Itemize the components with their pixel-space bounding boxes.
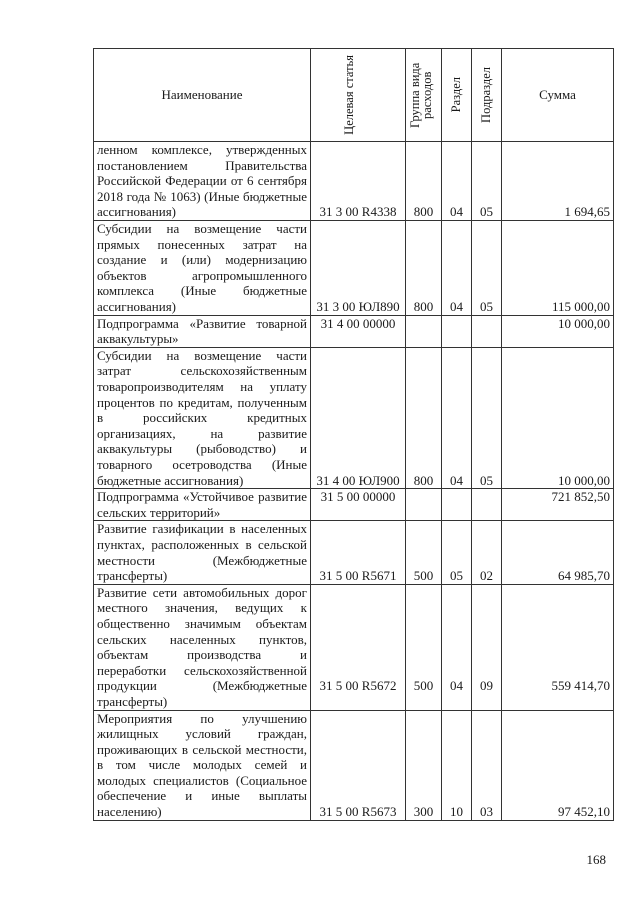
header-group: Группа вида расходов xyxy=(406,49,442,142)
header-name: Наименование xyxy=(94,49,311,142)
table-row xyxy=(94,315,614,347)
table-row xyxy=(94,521,614,584)
row-group: 800 xyxy=(406,221,442,316)
row-code: 31 5 00 R5671 xyxy=(311,521,406,584)
row-subsection xyxy=(472,489,502,521)
row-subsection: 03 xyxy=(472,710,502,820)
row-subsection: 05 xyxy=(472,142,502,221)
row-code: 31 3 00 ЮЛ890 xyxy=(311,221,406,316)
row-subsection xyxy=(472,315,502,347)
row-sum: 721 852,50 xyxy=(502,489,614,521)
table-row xyxy=(94,142,614,221)
page-number: 168 xyxy=(586,852,606,867)
row-name: Мероприятия по улучшению жилищных условий граждан, проживающих в сельской местности, в том числе молодых семей и молодых специалистов (Социальное обеспечение и иные выплаты населению) xyxy=(94,710,311,820)
row-group: 500 xyxy=(406,521,442,584)
row-sum: 559 414,70 xyxy=(502,584,614,710)
row-subsection: 02 xyxy=(472,521,502,584)
row-group: 300 xyxy=(406,710,442,820)
row-group: 800 xyxy=(406,142,442,221)
row-name: Развитие сети автомобильных дорог местного значения, ведущих к общественно значимым объектам сельских населенных пунктов, объектам производства и переработки сельскохозяйственной продукции (Межбюджетные трансферты) xyxy=(94,584,311,710)
header-target: Целевая статья xyxy=(311,49,406,142)
row-code: 31 5 00 R5672 xyxy=(311,584,406,710)
row-section: 04 xyxy=(442,347,472,488)
budget-table xyxy=(93,48,614,821)
header-sum: Сумма xyxy=(502,49,614,142)
row-name: Субсидии на возмещение части прямых понесенных затрат на создание и (или) модернизацию объектов агропромышленного комплекса (Иные бюджетные ассигнования) xyxy=(94,221,311,316)
row-section: 04 xyxy=(442,221,472,316)
row-name: Подпрограмма «Устойчивое развитие сельских территорий» xyxy=(94,489,311,521)
row-sum: 97 452,10 xyxy=(502,710,614,820)
table-header-row xyxy=(94,49,614,142)
table-row xyxy=(94,710,614,820)
row-code: 31 5 00 R5673 xyxy=(311,710,406,820)
row-sum: 115 000,00 xyxy=(502,221,614,316)
row-sum: 64 985,70 xyxy=(502,521,614,584)
row-sum: 10 000,00 xyxy=(502,315,614,347)
row-group: 500 xyxy=(406,584,442,710)
row-subsection: 05 xyxy=(472,221,502,316)
row-subsection: 09 xyxy=(472,584,502,710)
row-group xyxy=(406,489,442,521)
header-section: Раздел xyxy=(442,49,472,142)
table-row xyxy=(94,584,614,710)
row-sum: 1 694,65 xyxy=(502,142,614,221)
row-name: ленном комплексе, утвержденных постановлением Правительства Российской Федерации от 6 сентября 2018 года № 1063) (Иные бюджетные ассигнования) xyxy=(94,142,311,221)
row-code: 31 4 00 00000 xyxy=(311,315,406,347)
row-sum: 10 000,00 xyxy=(502,347,614,488)
row-code: 31 4 00 ЮЛ900 xyxy=(311,347,406,488)
row-section: 05 xyxy=(442,521,472,584)
row-section xyxy=(442,315,472,347)
row-section: 04 xyxy=(442,584,472,710)
row-code: 31 3 00 R4338 xyxy=(311,142,406,221)
row-name: Подпрограмма «Развитие товарной аквакультуры» xyxy=(94,315,311,347)
row-code: 31 5 00 00000 xyxy=(311,489,406,521)
row-name: Субсидии на возмещение части затрат сельскохозяйственным товаропроизводителям на уплату процентов по кредитам, полученным в российских кредитных организациях, на развитие аквакультуры (рыбоводство) и товарного осетроводства (Иные бюджетные ассигнования) xyxy=(94,347,311,488)
row-name: Развитие газификации в населенных пунктах, расположенных в сельской местности (Межбюджетные трансферты) xyxy=(94,521,311,584)
table-row xyxy=(94,347,614,488)
row-group xyxy=(406,315,442,347)
table-row xyxy=(94,221,614,316)
row-section: 10 xyxy=(442,710,472,820)
header-subsection: Подраздел xyxy=(472,49,502,142)
row-section xyxy=(442,489,472,521)
row-section: 04 xyxy=(442,142,472,221)
row-subsection: 05 xyxy=(472,347,502,488)
table-row xyxy=(94,489,614,521)
row-group: 800 xyxy=(406,347,442,488)
